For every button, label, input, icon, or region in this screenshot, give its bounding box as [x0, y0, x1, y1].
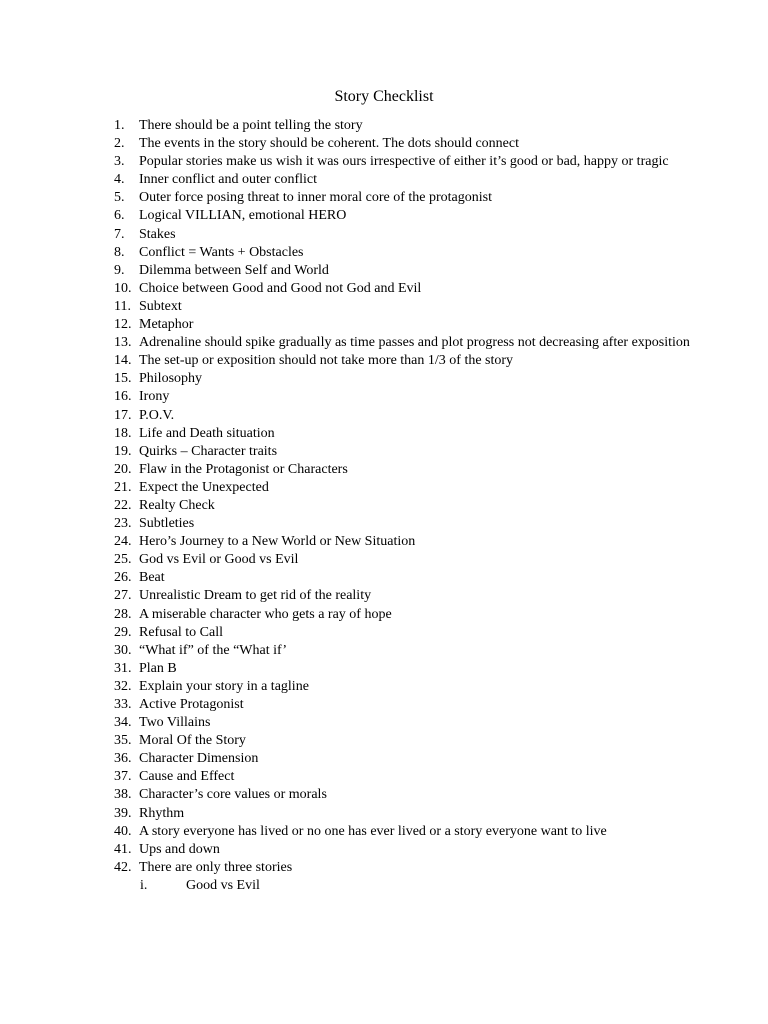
checklist-item [114, 841, 694, 859]
item-text: “What if” of the “What if’ [139, 642, 288, 658]
item-text: Irony [139, 389, 170, 405]
checklist-item [114, 352, 694, 370]
item-number: 37. [114, 769, 132, 785]
item-number: 21. [114, 479, 132, 495]
item-number: 10. [114, 280, 132, 296]
item-text: Logical VILLIAN, emotional HERO [139, 208, 347, 224]
checklist-item [114, 551, 694, 569]
item-text: Hero’s Journey to a New World or New Situation [139, 534, 416, 550]
item-text: Quirks – Character traits [139, 443, 278, 459]
item-text: Unrealistic Dream to get rid of the reality [139, 588, 372, 604]
checklist-item [114, 642, 694, 660]
item-text: Life and Death situation [139, 425, 275, 441]
checklist-item [114, 606, 694, 624]
checklist-item [114, 262, 694, 280]
item-number: 18. [114, 425, 132, 441]
item-number: 30. [114, 642, 132, 658]
item-text: Stakes [139, 226, 176, 242]
checklist-item [114, 117, 694, 135]
checklist-item [114, 370, 694, 388]
item-text: Expect the Unexpected [139, 479, 269, 495]
checklist-item [114, 768, 694, 786]
checklist-item [114, 515, 694, 533]
item-number: 2. [114, 136, 125, 152]
checklist-item [114, 461, 694, 479]
item-text: Active Protagonist [139, 697, 244, 712]
item-number: 17. [114, 407, 132, 423]
item-number: 34. [114, 715, 132, 731]
checklist-item [114, 189, 694, 207]
item-text: God vs Evil or Good vs Evil [139, 552, 299, 568]
checklist-subitem [114, 877, 694, 895]
item-number: 39. [114, 805, 132, 821]
item-text: The events in the story should be coherent. The dots should connect [139, 136, 519, 152]
item-number: 5. [114, 190, 125, 206]
item-number: 8. [114, 244, 125, 260]
item-text: Character’s core values or morals [139, 787, 327, 803]
item-number: 27. [114, 588, 132, 604]
checklist-item [114, 207, 694, 225]
item-number: 15. [114, 371, 132, 387]
item-number: 33. [114, 697, 132, 712]
item-text: The set-up or exposition should not take more than 1/3 of the story [139, 353, 514, 369]
subitem-text: Good vs Evil [186, 877, 260, 893]
checklist-item [114, 298, 694, 316]
checklist-item [114, 678, 694, 696]
item-number: 16. [114, 389, 132, 405]
item-text: Character Dimension [139, 751, 259, 767]
item-text: Conflict = Wants + Obstacles [139, 244, 304, 260]
checklist-item [114, 823, 694, 841]
item-text: Dilemma between Self and World [139, 262, 329, 278]
checklist-item [114, 388, 694, 406]
item-number: 29. [114, 624, 132, 640]
item-number: 23. [114, 516, 132, 532]
item-text: Inner conflict and outer conflict [139, 172, 318, 188]
item-text: Rhythm [139, 805, 185, 821]
checklist-item [114, 786, 694, 804]
item-number: 31. [114, 660, 132, 676]
checklist-item [114, 244, 694, 262]
item-number: 22. [114, 497, 132, 513]
item-number: 35. [114, 733, 132, 749]
checklist-item [114, 750, 694, 768]
checklist-item [114, 624, 694, 642]
checklist-item [114, 714, 694, 732]
item-text: Ups and down [139, 841, 220, 857]
checklist-item [114, 660, 694, 678]
item-number: 11. [114, 298, 131, 314]
item-text: Beat [139, 570, 165, 586]
checklist-item [114, 497, 694, 515]
item-number: 25. [114, 552, 132, 568]
item-number: 32. [114, 678, 132, 694]
item-text: Philosophy [139, 371, 203, 387]
checklist-item [114, 533, 694, 551]
checklist-item [114, 280, 694, 298]
checklist-item [114, 171, 694, 189]
item-number: 6. [114, 208, 125, 224]
checklist-item [114, 569, 694, 587]
item-number: 13. [114, 335, 132, 351]
item-number: 14. [114, 353, 132, 369]
checklist-item [114, 696, 694, 714]
checklist-item [114, 226, 694, 244]
item-text: There are only three stories [139, 859, 293, 875]
subitem-number: i. [140, 877, 148, 893]
item-text: P.O.V. [139, 407, 175, 423]
checklist-item [114, 479, 694, 497]
item-text: Plan B [139, 660, 177, 676]
item-text: Two Villains [139, 715, 211, 731]
item-text: Adrenaline should spike gradually as time passes and plot progress not decreasing after exposition [139, 335, 690, 351]
item-number: 40. [114, 823, 132, 839]
item-number: 4. [114, 172, 125, 188]
item-number: 38. [114, 787, 132, 803]
item-number: 7. [114, 226, 125, 242]
item-text: Outer force posing threat to inner moral core of the protagonist [139, 190, 492, 206]
item-text: Moral Of the Story [139, 733, 246, 749]
item-number: 42. [114, 859, 132, 875]
item-text: Subtext [139, 298, 182, 314]
item-text: Explain your story in a tagline [139, 678, 309, 694]
item-number: 20. [114, 461, 132, 477]
item-number: 41. [114, 841, 132, 857]
item-text: Choice between Good and Good not God and Evil [139, 280, 422, 296]
checklist-item [114, 732, 694, 750]
checklist [114, 117, 694, 895]
checklist-item [114, 587, 694, 605]
checklist-item [114, 153, 694, 171]
item-text: Metaphor [139, 317, 194, 333]
checklist-item [114, 135, 694, 153]
checklist-item [114, 316, 694, 334]
checklist-item [114, 443, 694, 461]
item-number: 26. [114, 570, 132, 586]
item-number: 1. [114, 118, 125, 133]
item-text: A story everyone has lived or no one has ever lived or a story everyone want to live [139, 823, 607, 839]
checklist-item [114, 407, 694, 425]
checklist-item [114, 859, 694, 877]
item-text: There should be a point telling the story [139, 118, 363, 133]
page-title: Story Checklist [334, 88, 434, 105]
item-text: Realty Check [139, 497, 215, 513]
item-text: Popular stories make us wish it was ours irrespective of either it’s good or bad, happy or tragic [139, 154, 669, 170]
item-text: Cause and Effect [139, 769, 235, 785]
checklist-item [114, 805, 694, 823]
checklist-item [114, 334, 694, 352]
item-number: 12. [114, 317, 132, 333]
item-text: A miserable character who gets a ray of hope [139, 606, 392, 622]
item-number: 36. [114, 751, 132, 767]
item-number: 28. [114, 606, 132, 622]
item-number: 3. [114, 154, 125, 170]
item-number: 19. [114, 443, 132, 459]
item-text: Refusal to Call [139, 624, 223, 640]
item-text: Subtleties [139, 516, 195, 532]
item-number: 24. [114, 534, 132, 550]
item-text: Flaw in the Protagonist or Characters [139, 461, 348, 477]
checklist-item [114, 425, 694, 443]
item-number: 9. [114, 262, 125, 278]
